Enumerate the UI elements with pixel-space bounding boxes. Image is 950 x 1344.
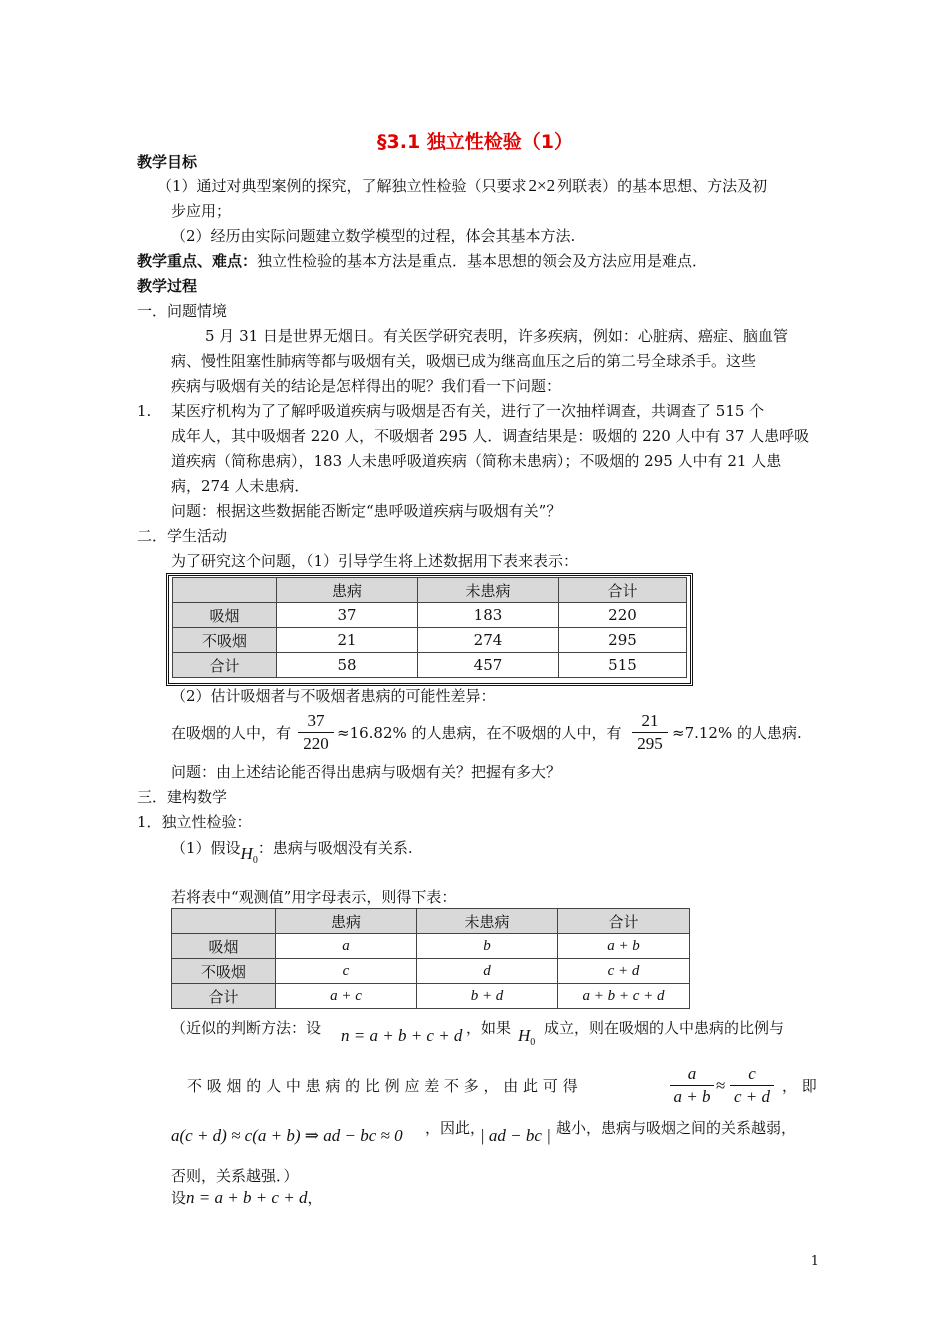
fraction-37-220 bbox=[298, 710, 334, 755]
problem-line-4: 病，274 人未患病． bbox=[171, 477, 310, 495]
h0-letter: H bbox=[518, 1026, 531, 1045]
table-header-cell: 合计 bbox=[558, 909, 690, 934]
table-cell: a + b + c + d bbox=[558, 984, 690, 1009]
hypothesis-symbol: H bbox=[240, 844, 253, 863]
section-3-heading: 三．建构数学 bbox=[137, 788, 228, 806]
section-1-heading: 一．问题情境 bbox=[137, 302, 228, 320]
table-cell: 457 bbox=[418, 653, 559, 678]
comma-ji: ， 即 bbox=[782, 1077, 817, 1095]
sec1-para-line-3: 疾病与吸烟有关的结论是怎样得出的呢？我们看一下问题： bbox=[171, 377, 562, 395]
table-cell: 220 bbox=[559, 603, 687, 628]
table-cell: d bbox=[417, 959, 558, 984]
sec1-para-line-1: 5 月 31 日是世界无烟日。有关医学研究表明，许多疾病，例如：心脏病、癌症、脑血管 bbox=[205, 327, 788, 345]
problem-question: 问题：根据这些数据能否断定“患呼吸道疾病与吸烟有关”？ bbox=[171, 502, 562, 520]
set-prefix: 设 bbox=[171, 1189, 187, 1207]
table-cell: 274 bbox=[418, 628, 559, 653]
table-cell: c + d bbox=[558, 959, 690, 984]
estimate-heading: （2）估计吸烟者与不吸烟者患病的可能性差异： bbox=[171, 687, 496, 705]
table-row-label: 合计 bbox=[172, 984, 276, 1009]
fraction-numerator: c bbox=[730, 1063, 774, 1086]
table1-intro: 为了研究这个问题，（1）引导学生将上述数据用下表来表示： bbox=[171, 552, 579, 570]
goal-2: （2）经历由实际问题建立数学模型的过程，体会其基本方法. bbox=[171, 227, 576, 245]
process-heading: 教学过程 bbox=[137, 277, 198, 295]
weaker-relation-text: 越小，患病与吸烟之间的关系越弱， bbox=[556, 1119, 797, 1137]
table-cell: c bbox=[276, 959, 417, 984]
table-row bbox=[173, 603, 687, 628]
item-number-1: 1. bbox=[137, 402, 152, 420]
table-row bbox=[173, 628, 687, 653]
table-cell: a + b bbox=[558, 934, 690, 959]
sec1-para-line-2: 病、慢性阻塞性肺病等都与吸烟有关，吸烟已成为继高血压之后的第二号全球杀手。这些 bbox=[171, 352, 757, 370]
abs-expression: | ad − bc | bbox=[480, 1126, 551, 1145]
therefore-text: ，因此， bbox=[425, 1119, 486, 1137]
table-cell: 58 bbox=[277, 653, 418, 678]
approx-symbol: ≈ bbox=[716, 1076, 726, 1095]
page-number: 1 bbox=[810, 1254, 819, 1269]
table-row bbox=[172, 909, 690, 934]
table-cell: b + d bbox=[417, 984, 558, 1009]
hypothesis-text: ：患病与吸烟没有关系. bbox=[257, 839, 413, 857]
section-2-heading: 二．学生活动 bbox=[137, 527, 228, 545]
fraction-a-over-a-plus-b bbox=[670, 1063, 714, 1108]
key-points bbox=[137, 251, 707, 271]
table-row bbox=[172, 984, 690, 1009]
approx-if: ，如果 bbox=[466, 1019, 512, 1037]
hypothesis-subscript: 0 bbox=[252, 855, 258, 866]
set-tail: ， bbox=[307, 1189, 323, 1207]
table-row bbox=[173, 578, 687, 603]
table-cell: a + c bbox=[276, 984, 417, 1009]
goal-1-line bbox=[157, 176, 767, 196]
approx-method-text: 成立，则在吸烟的人中患病的比例与 bbox=[544, 1019, 785, 1037]
fraction-denominator: 220 bbox=[303, 734, 329, 753]
fraction-numerator: 21 bbox=[632, 710, 668, 733]
estimate-text-1: 在吸烟的人中，有 bbox=[171, 724, 292, 742]
independence-test-heading: 1．独立性检验： bbox=[137, 813, 252, 831]
table-header-cell: 患病 bbox=[277, 578, 418, 603]
table-cell: 295 bbox=[559, 628, 687, 653]
goal-1-text-a: （1）通过对典型案例的探究，了解独立性检验（只要求 bbox=[157, 177, 527, 195]
table-row-label: 不吸烟 bbox=[172, 959, 276, 984]
fraction-21-295 bbox=[632, 710, 668, 755]
table-header-cell: 未患病 bbox=[418, 578, 559, 603]
symbolic-table bbox=[171, 908, 690, 1009]
table-header-cell: 未患病 bbox=[417, 909, 558, 934]
fraction-denominator: c + d bbox=[733, 1087, 771, 1106]
table-row bbox=[172, 934, 690, 959]
page-title: §3.1 独立性检验（1） bbox=[377, 131, 573, 153]
table-row bbox=[172, 959, 690, 984]
fraction-numerator: a bbox=[670, 1063, 714, 1086]
table-cell bbox=[172, 909, 276, 934]
table-row-label: 不吸烟 bbox=[173, 628, 277, 653]
smoking-table bbox=[172, 577, 687, 678]
table-row-label: 吸烟 bbox=[172, 934, 276, 959]
table-cell: 183 bbox=[418, 603, 559, 628]
approx-method-prefix: （近似的判断方法：设 bbox=[171, 1019, 322, 1037]
table-row-label: 合计 bbox=[173, 653, 277, 678]
table2-intro: 若将表中“观测值”用字母表示，则得下表： bbox=[171, 888, 457, 906]
estimate-question: 问题：由上述结论能否得出患病与吸烟有关？把握有多大？ bbox=[171, 763, 562, 781]
table-header-cell: 患病 bbox=[276, 909, 417, 934]
n-equation: n = a + b + c + d bbox=[341, 1026, 463, 1045]
table-cell: 515 bbox=[559, 653, 687, 678]
n-equation-2: n = a + b + c + d bbox=[186, 1188, 308, 1207]
table-cell: b bbox=[417, 934, 558, 959]
goal-1-math: 2×2 bbox=[528, 176, 556, 195]
key-points-text: 独立性检验的基本方法是重点．基本思想的领会及方法应用是难点． bbox=[257, 252, 708, 270]
table-row bbox=[173, 653, 687, 678]
table-cell bbox=[173, 578, 277, 603]
goal-1-cont: 步应用； bbox=[171, 202, 232, 220]
hypothesis-line bbox=[171, 838, 413, 865]
hypothesis-prefix: （1）假设 bbox=[171, 839, 241, 857]
problem-line-1: 某医疗机构为了了解呼吸道疾病与吸烟是否有关，进行了一次抽样调查，共调查了 515 个 bbox=[171, 402, 765, 420]
table-cell: a bbox=[276, 934, 417, 959]
fraction-denominator: a + b bbox=[673, 1087, 711, 1106]
equivalence-equation: a(c + d) ≈ c(a + b) ⇒ ad − bc ≈ 0 bbox=[171, 1126, 403, 1145]
table-cell: 21 bbox=[277, 628, 418, 653]
problem-line-2: 成年人，其中吸烟者 220 人，不吸烟者 295 人．调查结果是：吸烟的 220 人中有 37 人患呼吸 bbox=[171, 427, 810, 445]
table-row-label: 吸烟 bbox=[173, 603, 277, 628]
fraction-c-over-c-plus-d bbox=[730, 1063, 774, 1108]
estimate-text-3: ≈7.12% 的人患病. bbox=[672, 724, 802, 742]
h0-symbol bbox=[518, 1026, 535, 1053]
goal-1-text-b: 列联表）的基本思想、方法及初 bbox=[557, 177, 768, 195]
table-cell: 37 bbox=[277, 603, 418, 628]
problem-line-3: 道疾病（简称患病），183 人未患呼吸道疾病（简称未患病）；不吸烟的 295 人中有 21 人患 bbox=[171, 452, 782, 470]
goals-heading: 教学目标 bbox=[137, 153, 198, 171]
fraction-numerator: 37 bbox=[298, 710, 334, 733]
estimate-text-2: ≈16.82% 的人患病，在不吸烟的人中，有 bbox=[337, 724, 622, 742]
ratio-similar-text: 不 吸 烟 的 人 中 患 病 的 比 例 应 差 不 多 ， 由 此 可 得 bbox=[187, 1077, 578, 1095]
key-points-heading: 教学重点、难点： bbox=[137, 252, 258, 270]
table-header-cell: 合计 bbox=[559, 578, 687, 603]
h0-subscript: 0 bbox=[530, 1037, 536, 1048]
stronger-relation-text: 否则，关系越强．） bbox=[171, 1167, 299, 1185]
fraction-denominator: 295 bbox=[637, 734, 663, 753]
set-line bbox=[171, 1188, 322, 1208]
